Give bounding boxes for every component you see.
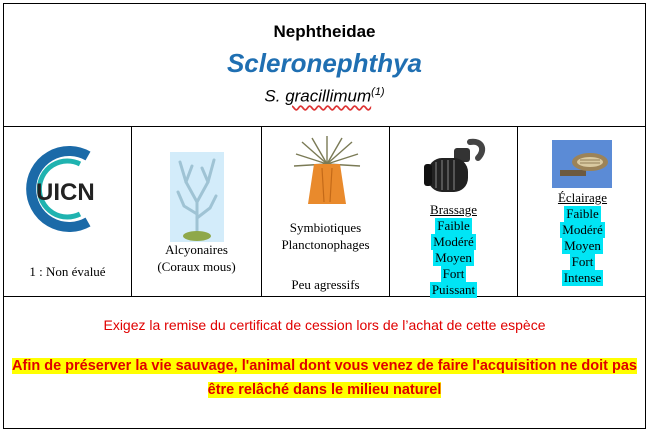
- lighting-title: Éclairage: [557, 190, 608, 205]
- aggressiveness: Peu agressifs: [291, 277, 360, 292]
- flow-level-4: Fort: [442, 266, 465, 281]
- note-marker: (1): [371, 86, 385, 98]
- species-header: [4, 4, 645, 127]
- polyp-icon: [292, 134, 362, 206]
- species-sheet: [3, 3, 646, 429]
- flow-level-2: Modéré: [433, 234, 474, 249]
- flow-level-1: Faible: [437, 218, 470, 233]
- coral-type-line2: (Coraux mous): [157, 259, 236, 274]
- diet-line2: Planctonophages: [281, 237, 370, 252]
- flow-level-3: Moyen: [435, 250, 472, 265]
- characteristics-grid: [4, 126, 645, 297]
- conservation-status-cell: [4, 126, 132, 296]
- lighting-levels: [518, 190, 647, 286]
- wave-pump-icon: [420, 134, 490, 198]
- lighting-level-3: Moyen: [564, 238, 601, 253]
- status-label: 1 : Non évalué: [29, 264, 106, 279]
- species-name: [4, 86, 645, 107]
- release-warning: [12, 354, 637, 402]
- lighting-cell: [518, 126, 647, 296]
- coral-type-cell: [132, 126, 262, 296]
- species-prefix: S.: [264, 86, 286, 106]
- uicn-logo-text: UICN: [36, 179, 95, 206]
- lighting-level-4: Fort: [571, 254, 594, 269]
- lighting-level-2: Modéré: [562, 222, 603, 237]
- species-epithet: gracillimum: [285, 86, 372, 106]
- flow-levels: [390, 202, 517, 298]
- lighting-level-5: Intense: [563, 270, 602, 285]
- diet-line1: Symbiotiques: [289, 220, 362, 235]
- soft-coral-icon: [170, 152, 224, 242]
- lighting-level-1: Faible: [566, 206, 599, 221]
- release-warning-text: Afin de préserver la vie sauvage, l'animal dont vous venez de faire l'acquisition ne doit pas être relâché dans le milieu naturel: [12, 358, 637, 398]
- flow-level-5: Puissant: [431, 282, 476, 297]
- uicn-logo: [18, 144, 118, 234]
- coral-type-line1: Alcyonaires: [165, 242, 228, 257]
- genus-name: Scleronephthya: [226, 48, 423, 78]
- family-name: Nephtheidae: [273, 22, 376, 41]
- certificate-notice: Exigez la remise du certificat de cession lors de l’achat de cette espèce: [103, 317, 546, 333]
- flow-cell: [390, 126, 518, 296]
- diet-cell: [262, 126, 390, 296]
- aquarium-light-icon: [552, 140, 612, 188]
- flow-title: Brassage: [430, 202, 477, 217]
